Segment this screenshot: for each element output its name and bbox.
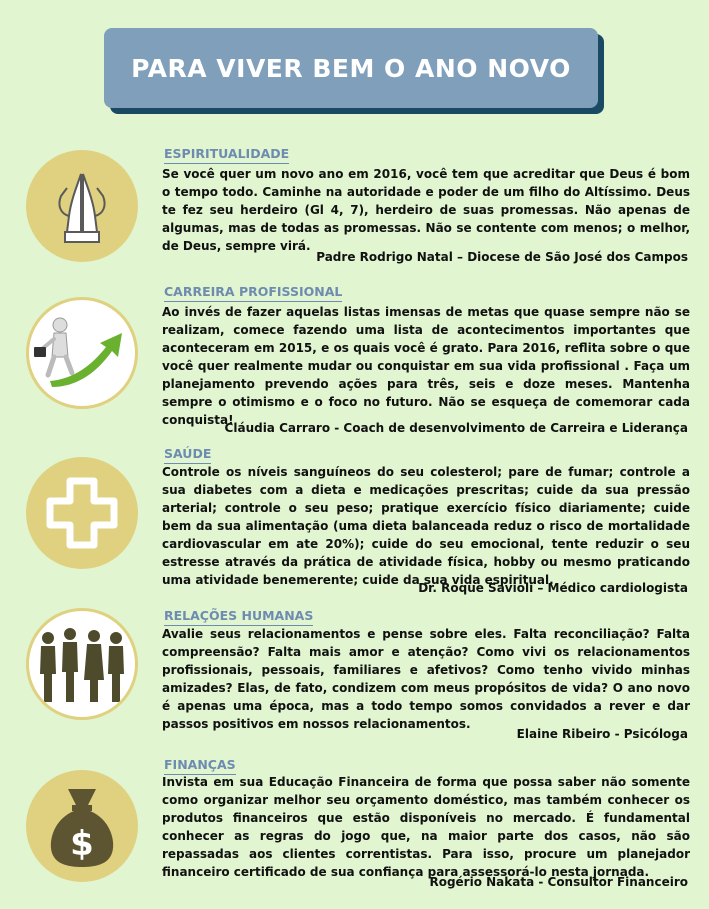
- section-body: Invista em sua Educação Financeira de forma que possa saber não somente como organizar melhor seu orçamento doméstico, mas também conhecer os produtos financeiros que estão disponíveis no mercado. É fundamental conhecer as regras do jogo que, na maior parte dos casos, não são repassadas aos clientes correntistas. Para isso, procure um planejador financeiro certificado de sua confiança para assessorá-lo nesta jornada.: [162, 775, 690, 879]
- section-author: Rogério Nakata - Consultor Financeiro: [429, 875, 688, 889]
- section-body: Avalie seus relacionamentos e pense sobre eles. Falta reconciliação? Falta compreensão? Falta mais amor e atenção? Como vivi os relacionamentos profissionais, pessoais, familiares e afetivos? Como tenho vivido minhas amizades? Elas, de fato, condizem com meus propósitos de vida? O ano novo é apenas uma época, mas a todo tempo somos convidados a rever e dar passos positivos em nossos relacionamentos.: [162, 627, 690, 731]
- career-growth-icon: [26, 297, 138, 409]
- money-bag-icon: [26, 770, 138, 882]
- section-title: SAÚDE: [164, 446, 212, 461]
- svg-text:$: $: [70, 824, 94, 864]
- section-author: Cláudia Carraro - Coach de desenvolvimento de Carreira e Liderança: [224, 421, 688, 435]
- section-body: Se você quer um novo ano em 2016, você tem que acreditar que Deus é bom o tempo todo. Caminhe na autoridade e poder de um filho do Altíssimo. Deus te fez seu herdeiro (Gl 4, 7), herdeiro de suas promessas. Não apenas de algumas, mas de todas as promessas. Não se contente com menos; o melhor, de Deus, sempre virá.: [162, 167, 690, 253]
- praying-hands-icon: [26, 150, 138, 262]
- health-cross-icon: [26, 457, 138, 569]
- section-title: RELAÇÕES HUMANAS: [164, 608, 314, 623]
- section-author: Dr. Roque Savioli – Médico cardiologista: [418, 581, 688, 595]
- section-title: CARREIRA PROFISSIONAL: [164, 284, 343, 299]
- section-title: ESPIRITUALIDADE: [164, 146, 290, 161]
- section-title: FINANÇAS: [164, 757, 236, 772]
- section-author: Padre Rodrigo Natal – Diocese de São José dos Campos: [316, 250, 688, 264]
- section-body: Controle os níveis sanguíneos do seu colesterol; pare de fumar; controle a sua diabetes com a dieta e medicações prescritas; cuide da sua pressão arterial; controle o seu peso; pratique exercício físico diariamente; cuide bem da sua alimentação (uma dieta balanceada reduz o risco de mortalidade cardiovascular em ate 20%); cuide do seu emocional, tente reduzir o seu estresse através da prática de atividade física, hobby ou mesmo praticando uma atividade benemerente; cuide da sua vida espiritual.: [162, 465, 690, 587]
- title-banner: [104, 28, 598, 108]
- section-body: Ao invés de fazer aquelas listas imensas de metas que quase sempre não se realizam, comece fazendo uma lista de acontecimentos importantes que aconteceram em 2015, e os quais você é grato. Para 2016, reflita sobre o que você quer realmente mudar ou conquistar em sua vida profissional . Faça um planejamento prevendo ações para três, seis e doze meses. Mantenha sempre o otimismo e o foco no futuro. Não se esqueça de comemorar cada conquista!: [162, 305, 690, 427]
- people-group-icon: [26, 608, 138, 720]
- page-title: PARA VIVER BEM O ANO NOVO: [131, 53, 571, 83]
- section-author: Elaine Ribeiro - Psicóloga: [516, 727, 688, 741]
